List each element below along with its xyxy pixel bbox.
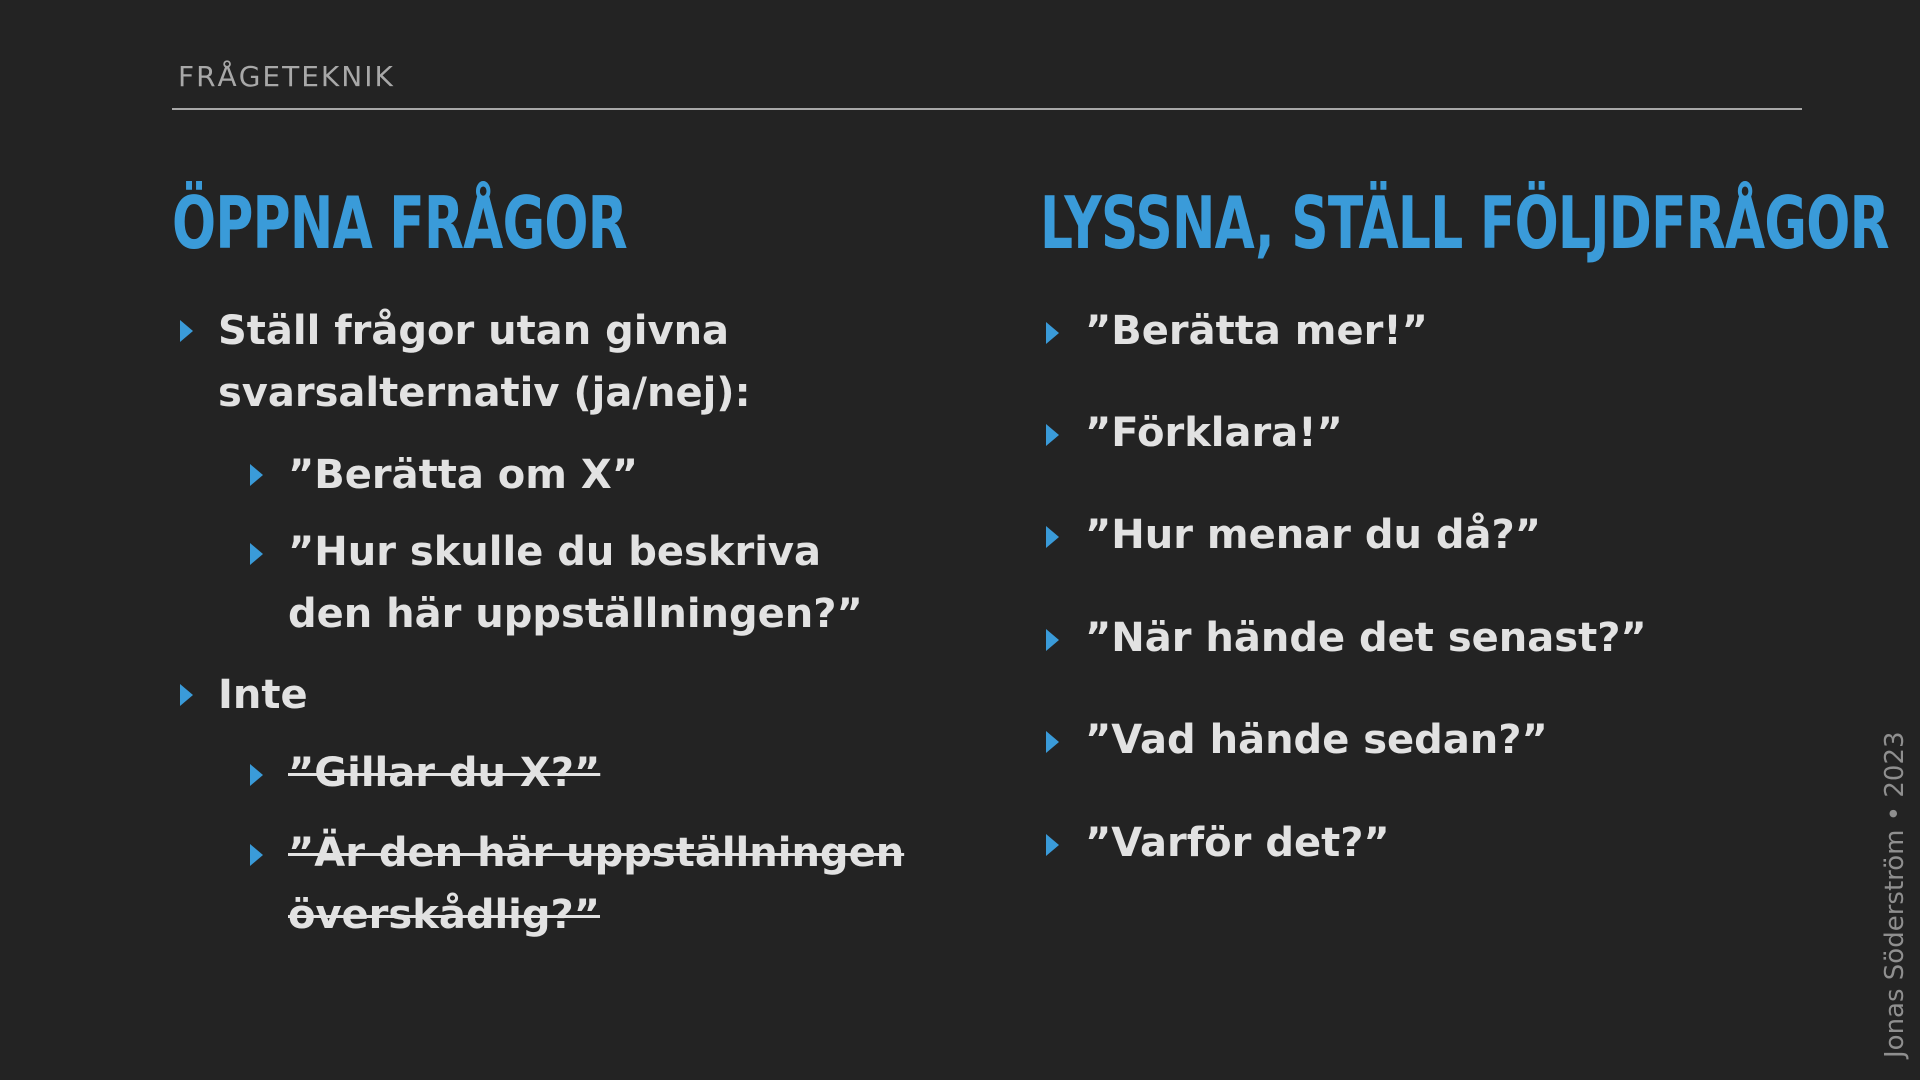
list-item: ”Förklara!”	[1085, 410, 1343, 456]
bullet-icon	[180, 320, 193, 342]
bullet-icon	[250, 464, 263, 486]
list-item	[218, 664, 308, 726]
list-item	[288, 822, 904, 946]
bullet-icon	[1046, 629, 1059, 651]
list-item-line: ”Hur skulle du beskriva	[288, 529, 821, 575]
section-label: FRÅGETEKNIK	[178, 60, 395, 93]
list-item-line: svarsalternativ (ja/nej):	[218, 370, 751, 416]
right-heading: LYSSNA, STÄLL FÖLJDFRÅGOR	[1040, 181, 1889, 265]
list-item: ”När hände det senast?”	[1085, 615, 1647, 661]
list-item: ”Berätta mer!”	[1085, 308, 1428, 354]
list-item-line: överskådlig?”	[288, 892, 600, 938]
list-item: ”Hur menar du då?”	[1085, 512, 1541, 558]
list-item	[288, 521, 863, 645]
list-item-line: Ställ frågor utan givna	[218, 308, 730, 354]
bullet-icon	[1046, 424, 1059, 446]
list-item-line: ”Gillar du X?”	[288, 750, 601, 796]
bullet-icon	[1046, 526, 1059, 548]
author-credit: Jonas Söderström • 2023	[1880, 731, 1910, 1058]
list-item: ”Vad hände sedan?”	[1085, 717, 1548, 763]
bullet-icon	[250, 543, 263, 565]
left-heading: ÖPPNA FRÅGOR	[172, 181, 627, 265]
list-item-line: ”Är den här uppställningen	[288, 830, 905, 876]
bullet-icon	[180, 684, 193, 706]
bullet-icon	[1046, 322, 1059, 344]
bullet-icon	[1046, 731, 1059, 753]
list-item-line: ”Berätta om X”	[288, 452, 638, 498]
list-item: ”Varför det?”	[1085, 820, 1390, 866]
bullet-icon	[250, 764, 263, 786]
list-item	[288, 444, 638, 506]
bullet-icon	[250, 844, 263, 866]
bullet-icon	[1046, 834, 1059, 856]
header-divider	[172, 108, 1802, 110]
list-item-line: den här uppställningen?”	[288, 591, 863, 637]
list-item	[288, 742, 600, 804]
list-item	[218, 300, 751, 424]
list-item-line: Inte	[218, 672, 308, 718]
